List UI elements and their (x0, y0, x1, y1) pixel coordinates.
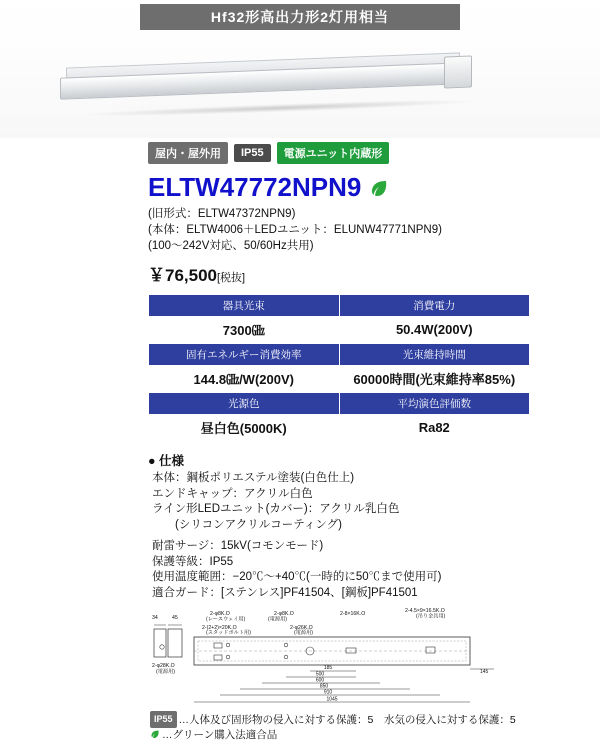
old-model-line: (旧形式：ELTW47372NPN9) (148, 208, 296, 220)
green-leaf-icon-small (150, 729, 160, 739)
svg-text:2-φ8K.O: 2-φ8K.O (210, 611, 230, 617)
footnote-ip (150, 711, 600, 728)
table-row (149, 344, 530, 366)
spec-value-efficiency: 144.8㎓/W(200V) (149, 366, 340, 393)
table-row (149, 393, 530, 415)
fixture-endcap (444, 55, 472, 88)
price-block (148, 261, 600, 286)
price-value: ￥76,500 (148, 266, 217, 285)
svg-text:2-(2+2)×20K.O: 2-(2+2)×20K.O (202, 625, 237, 631)
svg-text:2-φ28K.O: 2-φ28K.O (152, 663, 175, 669)
spec-value-lifetime: 60000時間(光束維持率85%) (339, 366, 530, 393)
spec-value-power: 50.4W(200V) (339, 317, 530, 344)
spec-header-lifetime: 光束維持時間 (339, 344, 530, 366)
spec-detail-list (152, 471, 600, 601)
list-item: 耐雷サージ：15kV(コモンモード) (152, 540, 324, 552)
spec-value-luminous-flux: 7300㎓ (149, 317, 340, 344)
badge-ip-rating: IP55 (234, 144, 271, 162)
svg-text:(吊り金具用): (吊り金具用) (416, 613, 446, 620)
svg-text:45: 45 (172, 615, 178, 621)
svg-text:(スタッドボルト用): (スタッドボルト用) (206, 630, 251, 636)
table-row (149, 415, 530, 442)
list-item: 使用温度範囲：−20℃～+40℃(一時的に50℃まで使用可) (152, 571, 442, 583)
svg-text:34: 34 (152, 615, 158, 621)
list-item: ライン形LEDユニット(カバー)：アクリル乳白色 (152, 503, 400, 515)
spec-header-power: 消費電力 (339, 295, 530, 317)
spec-value-cri: Ra82 (339, 415, 530, 442)
hero-banner: Hf32形高出力形2灯用相当 (140, 4, 460, 30)
svg-text:910: 910 (323, 689, 333, 696)
footnote-ip-text: …人体及び固形物の侵入に対する保護：5 水気の侵入に対する保護：5 (178, 714, 516, 726)
spec-value-color: 昼白色(5000K) (149, 415, 340, 442)
footnotes (150, 711, 600, 743)
price-tax-note: [税抜] (217, 272, 246, 284)
svg-text:2-φ8K.O: 2-φ8K.O (274, 611, 294, 617)
svg-text:2-4.5×9×16.5K.O: 2-4.5×9×16.5K.O (405, 608, 445, 614)
list-item: 本体：鋼板ポリエステル塗装(白色仕上) (152, 472, 355, 484)
table-row (149, 317, 530, 344)
model-sublines (148, 206, 600, 254)
svg-text:850: 850 (319, 683, 329, 690)
svg-text:2-8×16K.O: 2-8×16K.O (340, 611, 366, 617)
spec-section-heading: ● 仕様 (148, 454, 185, 468)
model-number: ELTW47772NPN9 (148, 172, 362, 202)
green-leaf-icon (369, 178, 389, 198)
table-row (149, 295, 530, 317)
product-hero (0, 0, 600, 138)
composition-line: (本体：ELTW4006＋LEDユニット：ELUNW47771NPN9) (148, 224, 442, 236)
svg-text:1045: 1045 (326, 696, 338, 703)
badge-row (148, 142, 600, 164)
spec-header-color: 光源色 (149, 393, 340, 415)
svg-text:185: 185 (323, 665, 333, 671)
spec-header-cri: 平均演色評価数 (339, 393, 530, 415)
dimension-drawing (150, 607, 510, 707)
svg-text:(電源用): (電源用) (268, 616, 288, 623)
badge-usage: 屋内・屋外用 (148, 142, 228, 164)
list-item: 保護等級：IP55 (152, 555, 234, 568)
spec-summary-table (148, 294, 530, 441)
voltage-line: (100～242V対応、50/60Hz共用) (148, 240, 314, 252)
spec-header-luminous-flux: 器具光束 (149, 295, 340, 317)
svg-text:(電源用): (電源用) (156, 669, 176, 675)
list-item: 適合ガード：[ステンレス]PF41504、[鋼板]PF41501 (152, 586, 418, 599)
svg-text:600: 600 (315, 677, 325, 684)
list-item: (シリコンアクリルコーティング) (152, 518, 342, 531)
ip55-chip: IP55 (150, 711, 177, 728)
svg-text:(電源用): (電源用) (294, 630, 314, 636)
svg-text:145: 145 (480, 669, 489, 675)
page-title (148, 172, 600, 203)
svg-text:2-φ26K.O: 2-φ26K.O (290, 625, 313, 631)
spec-header-efficiency: 固有エネルギー消費効率 (149, 344, 340, 366)
table-row (149, 366, 530, 393)
list-item: エンドキャップ：アクリル白色 (152, 487, 313, 500)
svg-text:(レースウェイ用): (レースウェイ用) (206, 616, 246, 623)
svg-text:500: 500 (315, 671, 325, 678)
footnote-green (150, 728, 600, 743)
footnote-green-text: …グリーン購入法適合品 (162, 729, 278, 741)
badge-power-unit: 電源ユニット内蔵形 (277, 142, 390, 164)
